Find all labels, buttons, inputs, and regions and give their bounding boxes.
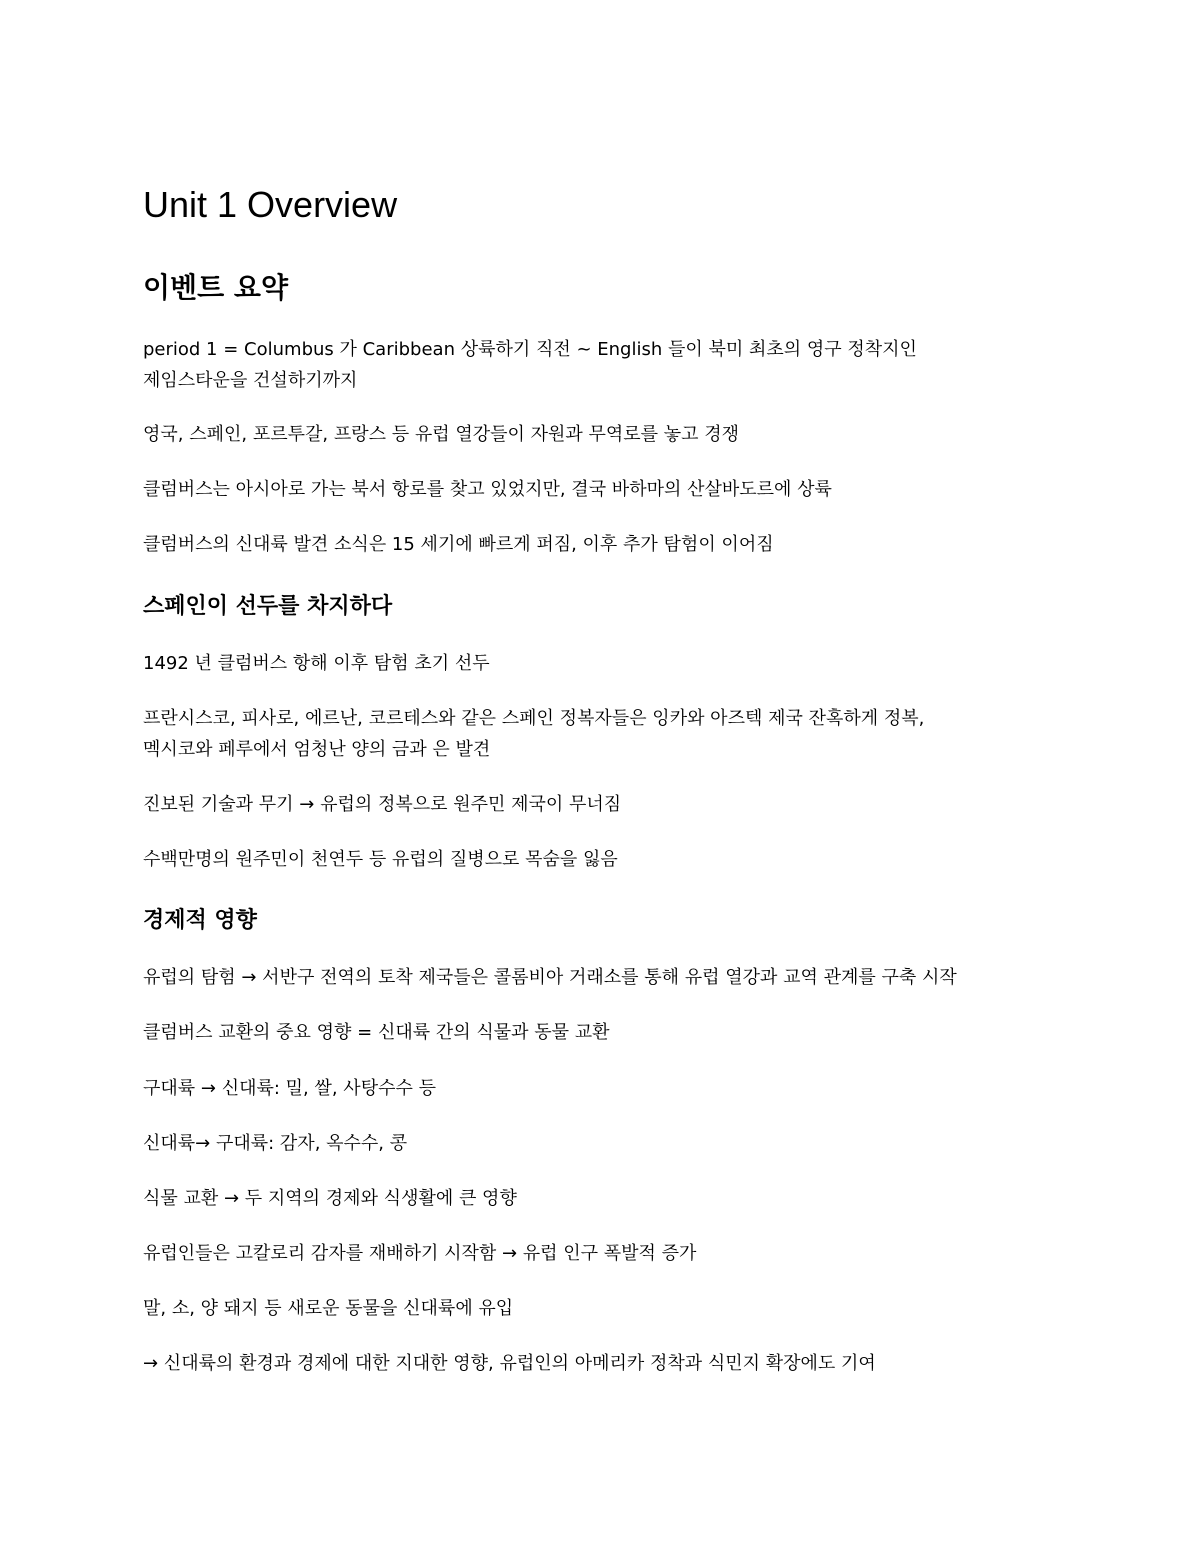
document-title: Unit 1 Overview: [143, 184, 398, 225]
paragraph-line: period 1 = Columbus 가 Caribbean 상륙하기 직전 ~ English 들이 북미 최초의 영구 정착지인: [143, 339, 917, 360]
paragraph: 클럼버스의 신대륙 발견 소식은 15 세기에 빠르게 퍼짐, 이후 추가 탐험이 이어짐: [143, 534, 774, 555]
paragraph: 신대륙→ 구대륙: 감자, 옥수수, 콩: [143, 1133, 408, 1154]
paragraph-line: 제임스타운을 건설하기까지: [143, 370, 358, 391]
paragraph: [143, 334, 1073, 396]
paragraph: 클럼버스는 아시아로 가는 북서 항로를 찾고 있었지만, 결국 바하마의 산살바도르에 상륙: [143, 479, 832, 500]
paragraph-line: 멕시코와 페루에서 엄청난 양의 금과 은 발견: [143, 739, 491, 760]
paragraph: 진보된 기술과 무기 → 유럽의 정복으로 원주민 제국이 무너짐: [143, 794, 622, 815]
paragraph: 식물 교환 → 두 지역의 경제와 식생활에 큰 영향: [143, 1188, 517, 1209]
paragraph: 유럽인들은 고칼로리 감자를 재배하기 시작함 → 유럽 인구 폭발적 증가: [143, 1243, 697, 1264]
paragraph: 구대륙 → 신대륙: 밀, 쌀, 사탕수수 등: [143, 1078, 436, 1099]
section-heading: 스페인이 선두를 차지하다: [143, 594, 393, 619]
paragraph: 1492 년 클럼버스 항해 이후 탐험 초기 선두: [143, 653, 490, 674]
paragraph: → 신대륙의 환경과 경제에 대한 지대한 영향, 유럽인의 아메리카 정착과 식민지 확장에도 기여: [143, 1353, 876, 1374]
section-heading: 경제적 영향: [143, 908, 257, 933]
paragraph: 말, 소, 양 돼지 등 새로운 동물을 신대륙에 유입: [143, 1298, 514, 1319]
paragraph: 영국, 스페인, 포르투갈, 프랑스 등 유럽 열강들이 자원과 무역로를 놓고 경쟁: [143, 424, 740, 445]
paragraph: [143, 703, 1073, 765]
paragraph: 유럽의 탐험 → 서반구 전역의 토착 제국들은 콜롬비아 거래소를 통해 유럽 열강과 교역 관계를 구축 시작: [143, 967, 957, 988]
paragraph: 클럼버스 교환의 중요 영향 = 신대륙 간의 식물과 동물 교환: [143, 1022, 610, 1043]
paragraph-line: 프란시스코, 피사로, 에르난, 코르테스와 같은 스페인 정복자들은 잉카와 아즈텍 제국 잔혹하게 정복,: [143, 708, 925, 729]
section-heading: 이벤트 요약: [143, 271, 288, 304]
paragraph: 수백만명의 원주민이 천연두 등 유럽의 질병으로 목숨을 잃음: [143, 849, 618, 870]
